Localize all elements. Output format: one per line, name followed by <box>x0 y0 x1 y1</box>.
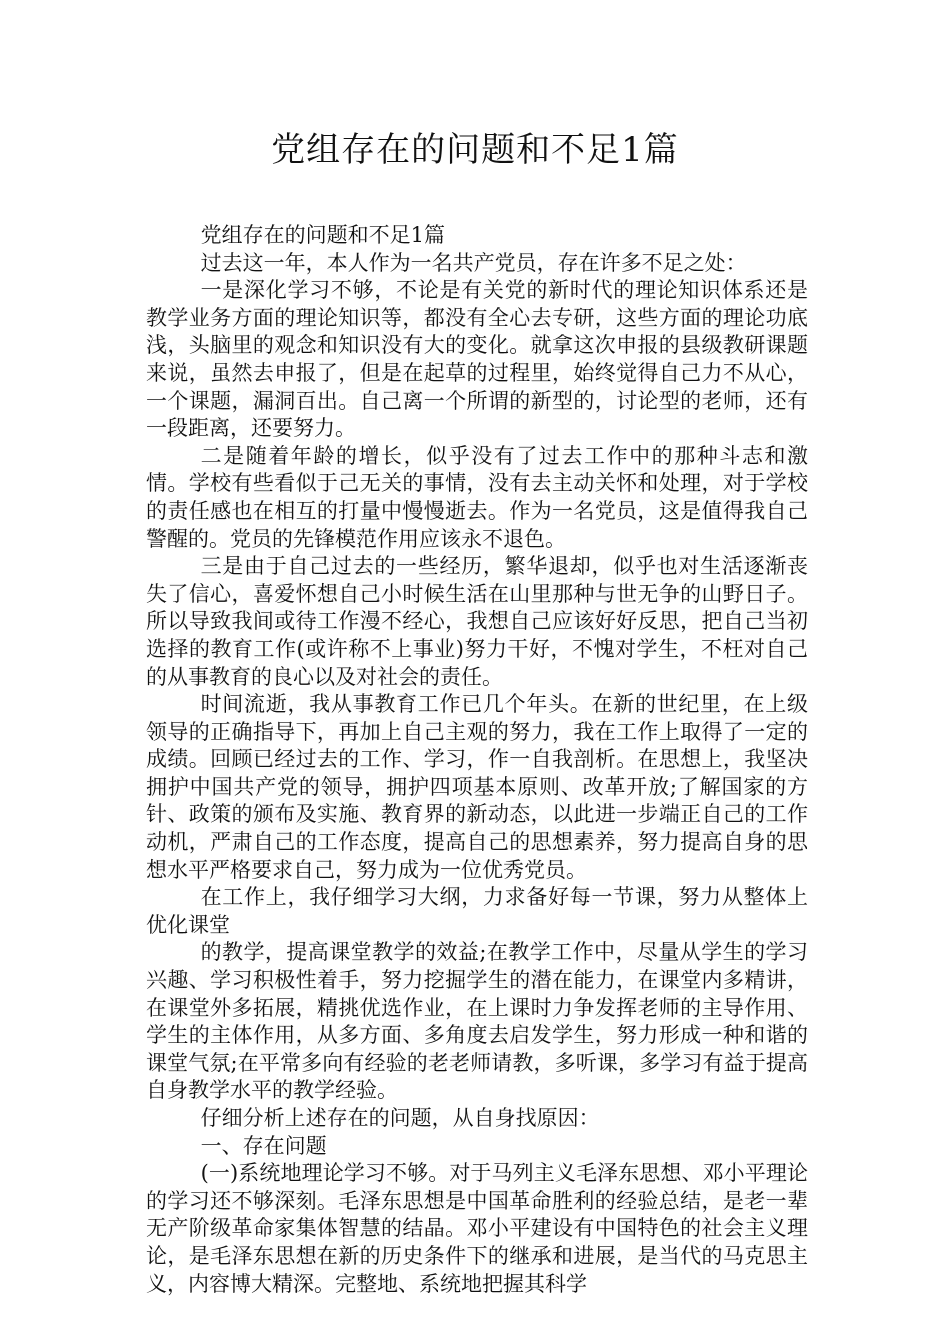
paragraph: 仔细分析上述存在的问题，从自身找原因： <box>200 1106 600 1130</box>
paragraph: 一是深化学习不够，不论是有关党的新时代的理论知识体系还是教学业务方面的理论知识等，都没有全心去专研，这些方面的理论功底浅，头脑里的观念和知识没有大的变化。就拿这次申报的县级教研课题来说，虽然去申报了，但是在起草的过程里，始终觉得自己力不从心，一个课题，漏洞百出。自己离一个所谓的新型的，讨论型的老师，还有一段距离，还要努力。 <box>146 278 808 441</box>
paragraph: (一)系统地理论学习不够。对于马列主义毛泽东思想、邓小平理论的学习还不够深刻。毛泽东思想是中国革命胜利的经验总结，是老一辈无产阶级革命家集体智慧的结晶。邓小平建设有中国特色的社会主义理论，是毛泽东思想在新的历史条件下的继承和进展，是当代的马克思主义，内容博大精深。完整地、系统地把握其科学 <box>146 1161 808 1296</box>
paragraph: 时间流逝，我从事教育工作已几个年头。在新的世纪里，在上级领导的正确指导下，再加上自己主观的努力，我在工作上取得了一定的成绩。回顾已经过去的工作、学习，作一自我剖析。在思想上，我坚决拥护中国共产党的领导，拥护四项基本原则、改革开放;了解国家的方针、政策的颁布及实施、教育界的新动态，以此进一步端正自己的工作动机，严肃自己的工作态度，提高自己的思想素养，努力提高自身的思想水平严格要求自己，努力成为一位优秀党员。 <box>146 692 808 882</box>
page-title: 党组存在的问题和不足1篇 <box>271 130 679 170</box>
paragraph: 二是随着年龄的增长，似乎没有了过去工作中的那种斗志和激情。学校有些看似于己无关的事情，没有去主动关怀和处理，对于学校的责任感也在相互的打量中慢慢逝去。作为一名党员，这是值得我自己警醒的。党员的先锋模范作用应该永不退色。 <box>146 443 808 551</box>
document-body <box>146 222 808 1298</box>
paragraph: 过去这一年，本人作为一名共产党员，存在许多不足之处： <box>200 250 747 275</box>
paragraph: 三是由于自己过去的一些经历，繁华退却，似乎也对生活逐渐丧失了信心，喜爱怀想自己小时候生活在山里那种与世无争的山野日子。所以导致我间或待工作漫不经心，我想自己应该好好反思，把自己当初选择的教育工作(或许称不上事业)努力干好，不愧对学生，不枉对自己的从事教育的良心以及对社会的责任。 <box>146 554 808 689</box>
paragraph: 的教学，提高课堂教学的效益;在教学工作中，尽量从学生的学习兴趣、学习积极性着手，努力挖掘学生的潜在能力，在课堂内多精讲，在课堂外多拓展，精挑优选作业，在上课时力争发挥老师的主导作用、学生的主体作用，从多方面、多角度去启发学生，努力形成一种和谐的课堂气氛;在平常多向有经验的老老师请教，多听课，多学习有益于提高自身教学水平的教学经验。 <box>146 940 808 1103</box>
paragraph: 党组存在的问题和不足1篇 <box>200 223 445 247</box>
section-heading: 一、存在问题 <box>200 1133 327 1158</box>
paragraph: 在工作上，我仔细学习大纲，力求备好每一节课，努力从整体上优化课堂 <box>146 885 808 937</box>
